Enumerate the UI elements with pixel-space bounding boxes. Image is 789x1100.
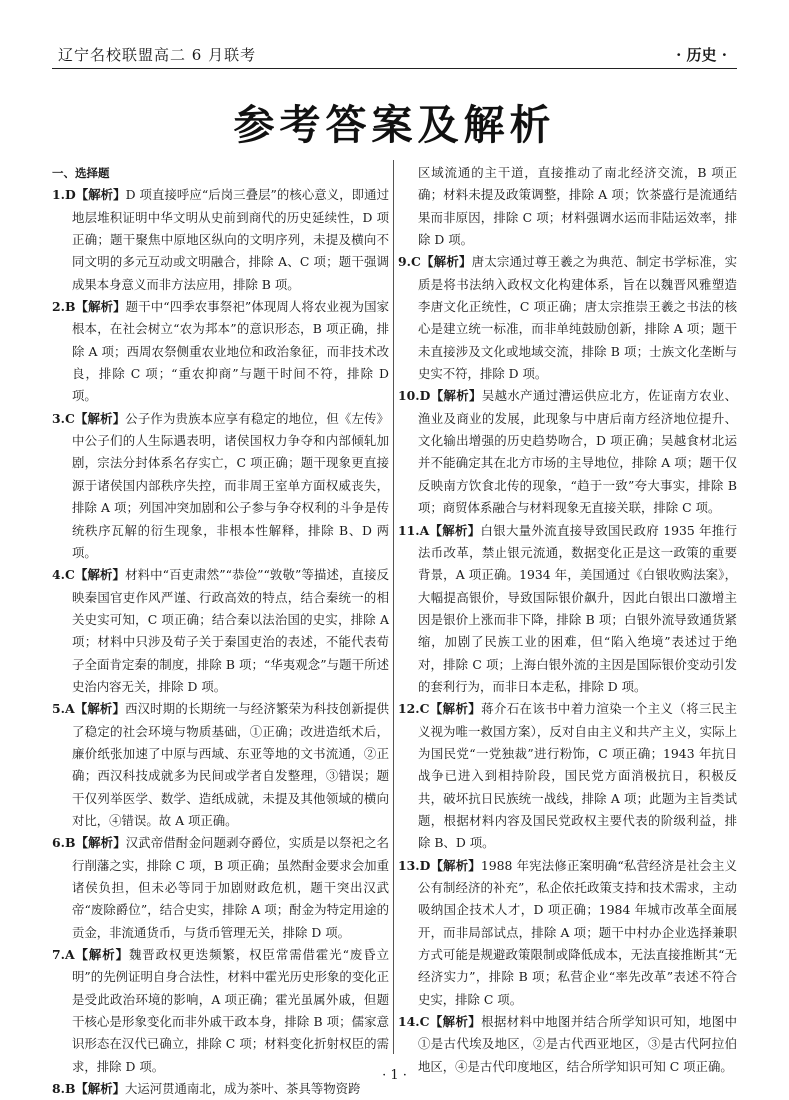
page-header	[52, 40, 737, 69]
answer-item	[398, 520, 737, 699]
subject-label: · 历史 ·	[676, 46, 727, 64]
question-number: 10.	[398, 388, 420, 404]
answer-letter: C	[419, 701, 430, 717]
answer-item	[52, 832, 389, 944]
answer-item	[52, 698, 389, 832]
continued-text: 区域流通的主干道，直接推动了南北经济交流，B 项正确；材料未提及政策调整，排除 A 项；饮茶盛行是流通结果而非原因，排除 C 项；材料强调水运而非陆运效率，排除 D 项。	[418, 165, 737, 248]
question-number: 14.	[398, 1014, 420, 1030]
answer-letter: D	[64, 187, 76, 203]
question-number: 5.	[52, 701, 65, 717]
analysis-tag: 【解析】	[74, 701, 126, 717]
answer-letter: D	[419, 388, 431, 404]
analysis-text: 根据材料中地图并结合所学知识可知，地图中①是古代埃及地区，②是古代西亚地区，③是古代阿拉伯地区，④是古代印度地区，结合所学知识可知 C 项正确。	[418, 1014, 738, 1074]
answer-item	[52, 408, 389, 564]
answer-item	[52, 296, 389, 408]
answer-letter: C	[64, 567, 75, 583]
analysis-tag: 【解析】	[429, 701, 482, 717]
answer-item	[52, 944, 389, 1078]
question-number: 7.	[52, 947, 65, 963]
question-number: 3.	[52, 410, 65, 426]
answer-letter: B	[64, 1081, 76, 1097]
page-number: · 1 ·	[382, 1068, 407, 1083]
answer-letter: B	[64, 299, 76, 315]
answer-item	[52, 184, 389, 296]
analysis-tag: 【解析】	[430, 388, 482, 404]
answer-item	[398, 251, 737, 385]
question-number: 13.	[398, 857, 420, 873]
analysis-tag: 【解析】	[75, 299, 126, 315]
exam-name: 辽宁名校联盟高二 6 月联考	[58, 46, 257, 64]
analysis-text: 汉武帝借酎金问题剥夺爵位，实质是以祭祀之名行削藩之实，排除 C 项，B 项正确；虽然酎金要求会加重诸侯负担，但未必等同于加剧财政危机，题干突出汉武帝“废除爵位”，结合史实，排除 A 项；酎金为特定用途的贡金，非流通货币，与货币管理无关，排除 D 项。	[72, 835, 390, 940]
answer-item	[398, 698, 737, 854]
answer-item	[398, 855, 737, 1011]
analysis-tag: 【解析】	[75, 1081, 125, 1097]
analysis-tag: 【解析】	[74, 410, 126, 426]
answer-letter: C	[64, 410, 75, 426]
question-number: 6.	[52, 835, 65, 851]
right-column	[398, 162, 737, 1078]
question-number: 2.	[52, 299, 65, 315]
answer-item	[52, 564, 389, 698]
analysis-tag: 【解析】	[429, 1014, 482, 1030]
question-number: 9.	[398, 254, 411, 270]
analysis-tag: 【解析】	[74, 567, 126, 583]
analysis-tag: 【解析】	[74, 947, 129, 963]
answer-letter: D	[419, 857, 431, 873]
question-number: 1.	[52, 187, 65, 203]
answer-item	[398, 385, 737, 519]
analysis-text: 唐太宗通过尊王羲之为典范、制定书学标准，实质是将书法纳入政权文化构建体系，旨在以魏晋风雅塑造李唐文化正统性，C 项正确；唐太宗推崇王羲之书法的核心是建立统一标准，而非单纯鼓励创新，排除 A 项；题干未直接涉及文化或地域交流，排除 B 项；士族文化垄断与史实不符，排除 D 项。	[418, 254, 738, 382]
analysis-text: D 项直接呼应“后岗三叠层”的核心意义，即通过地层堆积证明中华文明从史前到商代的历史延续性，D 项正确；题干聚焦中原地区纵向的文明序列，未提及横向不同文明的多元互动或文明融合，排除 A、C 项；题干强调成果本身意义而非方法应用，排除 B 项。	[72, 187, 389, 292]
analysis-text: 蒋介石在该书中着力渲染一个主义（将三民主义视为唯一救国方案），反对自由主义和共产主义，实际上为国民党“一党独裁”进行粉饰，C 项正确；1943 年抗日战争已进入到相持阶段，国民党方面消极抗日，积极反共，破坏抗日民族统一战线，排除 A 项；此题为主旨类试题，根据材料内容及国民党政权主要代表的阶级利益，排除 B、D 项。	[418, 701, 738, 851]
answer-letter: A	[64, 701, 75, 717]
analysis-text: 大运河贯通南北，成为茶叶、茶具等物资跨	[124, 1081, 361, 1097]
analysis-text: 西汉时期的长期统一与经济繁荣为科技创新提供了稳定的社会环境与物质基础，①正确；改进造纸术后，廉价纸张加速了中原与西域、东亚等地的文书流通，②正确；西汉科技成就多为民间或学者自发整理，③错误；题干仅列举医学、数学、造纸成就，未提及其他领域的横向对比，④错误。故 A 项正确。	[72, 701, 390, 828]
analysis-text: 1988 年宪法修正案明确“私营经济是社会主义公有制经济的补充”，私企依托政策支持和技术需求，主动吸纳国企技术人才，D 项正确；1984 年城市改革全面展开，而非局部试点，排除 A 项；题干中村办企业选择兼职方式可能是规避政策限制或降低成本，无法直接推断其“无经济实力”，排除 B 项；私营企业“率先改革”表述不符合史实，排除 C 项。	[418, 857, 737, 1007]
answer-letter: C	[419, 1014, 430, 1030]
analysis-tag: 【解析】	[430, 857, 481, 873]
section-heading: 一、选择题	[52, 166, 110, 180]
analysis-text: 公子作为贵族本应享有稳定的地位，但《左传》中公子们的人生际遇表明，诸侯国权力争夺和内部倾轧加剧，宗法分封体系名存实亡，C 项正确；题干现象更直接源于诸侯国内部秩序失控，而非周王室单方面权威丧失，排除 A 项；列国冲突加剧和公子参与争夺权利的斗争是传统秩序瓦解的衍生现象，非根本性解释，排除 B、D 两项。	[72, 410, 390, 560]
analysis-text: 魏晋政权更迭频繁，权臣常需借霍光“废昏立明”的先例证明自身合法性，材料中霍光历史形象的变化正是受此政治环境的影响，A 项正确；霍光虽属外戚，但题干核心是形象变化而非外戚干政本身，排除 B 项；儒家意识形态在汉代已确立，排除 C 项；材料变化折射权臣的需求，排除 D 项。	[72, 947, 390, 1074]
question-number: 4.	[52, 567, 65, 583]
analysis-tag: 【解析】	[75, 187, 126, 203]
question-number: 11.	[398, 522, 420, 538]
answer-letter: B	[64, 835, 76, 851]
analysis-tag: 【解析】	[75, 835, 126, 851]
question-number: 8.	[52, 1081, 65, 1097]
analysis-text: 材料中“百吏肃然”“恭俭”“敦敬”等描述，直接反映秦国官吏作风严谨、行政高效的特点，结合秦统一的相关史实可知，C 项正确；结合秦以法治国的史实，排除 A 项；材料中只涉及荀子关于秦国吏治的表述，不能代表荀子全面肯定秦的制度，排除 B 项；“华夷观念”与题干所述史治内容无关，排除 D 项。	[72, 567, 390, 694]
analysis-text: 题干中“四季农事祭祀”体现周人将农业视为国家根本，在社会树立“农为邦本”的意识形态，B 项正确，排除 A 项；西周农祭侧重农业地位和政治象征，而非技术改良，排除 C 项；“重农抑商”与题干时间不符，排除 D 项。	[72, 299, 390, 404]
page-title: 参考答案及解析	[233, 101, 556, 149]
answer-letter: C	[410, 254, 421, 270]
analysis-text: 吴越水产通过漕运供应北方，佐证南方农业、渔业及商业的发展，此现象与中唐后南方经济地位提升、文化输出增强的历史趋势吻合，D 项正确；吴越食材北运并不能确定其在北方市场的主导地位，排除 A 项；题干仅反映南方饮食北传的现象，“趋于一致”夸大事实，排除 B 项；商贸体系融合与材料现象无直接关联，排除 C 项。	[418, 388, 738, 516]
answer-letter: A	[64, 947, 75, 963]
analysis-tag: 【解析】	[429, 522, 481, 538]
answer-letter: A	[419, 522, 430, 538]
analysis-tag: 【解析】	[420, 254, 472, 270]
analysis-text: 白银大量外流直接导致国民政府 1935 年推行法币改革，禁止银元流通，数据变化正是这一政策的重要背景，A 项正确。1934 年，美国通过《白银收购法案》，大幅提高银价，导致国际银价飙升，因此白银出口激增主因是银价上涨而非下降，排除 B 项；白银外流导致通货紧缩，加剧了民族工业的困难，但“陷入绝境”表述过于绝对，排除 C 项；上海白银外流的主因是国际银价变动引发的套利行为，而非日本走私，排除 D 项。	[418, 522, 737, 694]
question-number: 12.	[398, 701, 420, 717]
column-divider	[393, 160, 394, 1054]
left-column	[52, 162, 389, 1100]
